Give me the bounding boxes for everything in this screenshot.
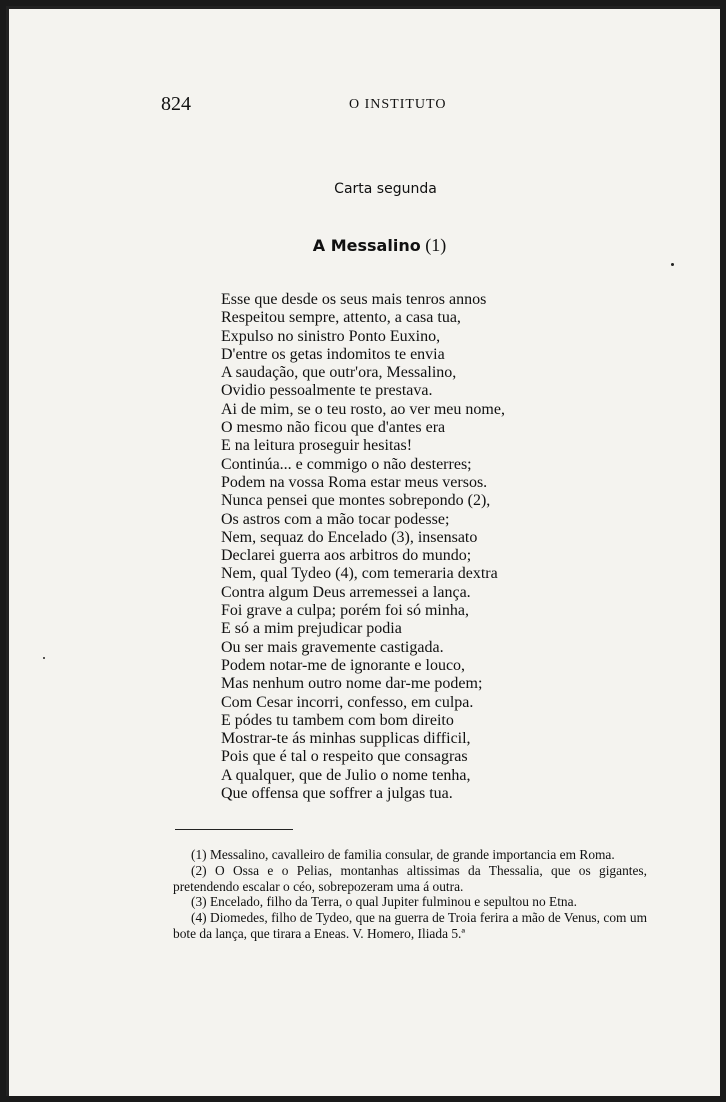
poem — [221, 291, 581, 803]
poem-line: Expulso no sinistro Ponto Euxino, — [221, 327, 441, 345]
poem-line: A saudação, que outr'ora, Messalino, — [221, 364, 457, 382]
poem-line: D'entre os getas indomitos te envia — [221, 345, 445, 363]
poem-line: Ovidio pessoalmente te prestava. — [221, 382, 433, 400]
poem-line: Contra algum Deus arremessei a lança. — [221, 583, 471, 601]
poem-line: Respeitou sempre, attento, a casa tua, — [221, 309, 461, 327]
poem-line: Nem, sequaz do Encelado (3), insensato — [221, 528, 478, 546]
poem-line: E pódes tu tambem com bom direito — [221, 711, 454, 729]
section-subtitle: Carta segunda — [334, 181, 437, 197]
poem-line: Com Cesar incorri, confesso, em culpa. — [221, 693, 474, 711]
poem-line: Pois que é tal o respeito que consagras — [221, 748, 468, 766]
poem-line: Nunca pensei que montes sobrepondo (2), — [221, 492, 491, 510]
poem-line: Esse que desde os seus mais tenros annos — [221, 291, 487, 308]
footnote: (4) Diomedes, filho de Tydeo, que na guerra de Troia ferira a mão de Venus, com um bote da lança, que tirara a Eneas. V. Homero, Iliada 5.ª — [173, 910, 647, 941]
poem-line: O mesmo não ficou que d'antes era — [221, 419, 446, 437]
poem-line: Nem, qual Tydeo (4), com temeraria dextra — [221, 565, 498, 583]
poem-line: Foi grave a culpa; porém foi só minha, — [221, 602, 469, 620]
scan-speck — [43, 657, 45, 659]
title-main: A Messalino — [312, 236, 421, 255]
poem-line: Podem na vossa Roma estar meus versos. — [221, 473, 488, 491]
poem-line: Podem notar-me de ignorante e louco, — [221, 656, 466, 674]
poem-line: Ai de mim, se o teu rosto, ao ver meu nome, — [221, 400, 505, 418]
poem-line: Que offensa que soffrer a julgas tua. — [221, 785, 453, 803]
section-title — [9, 235, 720, 256]
footnote: (3) Encelado, filho da Terra, o qual Jupiter fulminou e sepultou no Etna. — [191, 894, 577, 910]
poem-line: A qualquer, que de Julio o nome tenha, — [221, 766, 471, 784]
page-header — [9, 93, 720, 123]
title-footnote-ref: (1) — [425, 235, 447, 255]
running-head: O INSTITUTO — [349, 97, 447, 112]
poem-line: Ou ser mais gravemente castigada. — [221, 638, 444, 656]
book-page — [6, 6, 720, 1096]
footnote: (1) Messalino, cavalleiro de familia consular, de grande importancia em Roma. — [191, 847, 615, 862]
page-number: 824 — [161, 93, 191, 115]
footnotes — [173, 847, 647, 942]
footnote: (2) O Ossa e o Pelias, montanhas altissimas da Thessalia, que os gigantes, pretendendo escalar o céo, sobrepozeram uma á outra. — [173, 862, 647, 894]
poem-line: E só a mim prejudicar podia — [221, 620, 402, 638]
poem-line: Mostrar-te ás minhas supplicas difficil, — [221, 730, 471, 748]
poem-line: Declarei guerra aos arbitros do mundo; — [221, 547, 472, 565]
poem-line: E na leitura proseguir hesitas! — [221, 437, 413, 455]
poem-line: Os astros com a mão tocar podesse; — [221, 510, 450, 528]
poem-line: Continúa... e commigo o não desterres; — [221, 455, 472, 473]
poem-line: Mas nenhum outro nome dar-me podem; — [221, 675, 483, 693]
scan-speck — [671, 263, 674, 266]
footnote-divider — [175, 829, 293, 830]
